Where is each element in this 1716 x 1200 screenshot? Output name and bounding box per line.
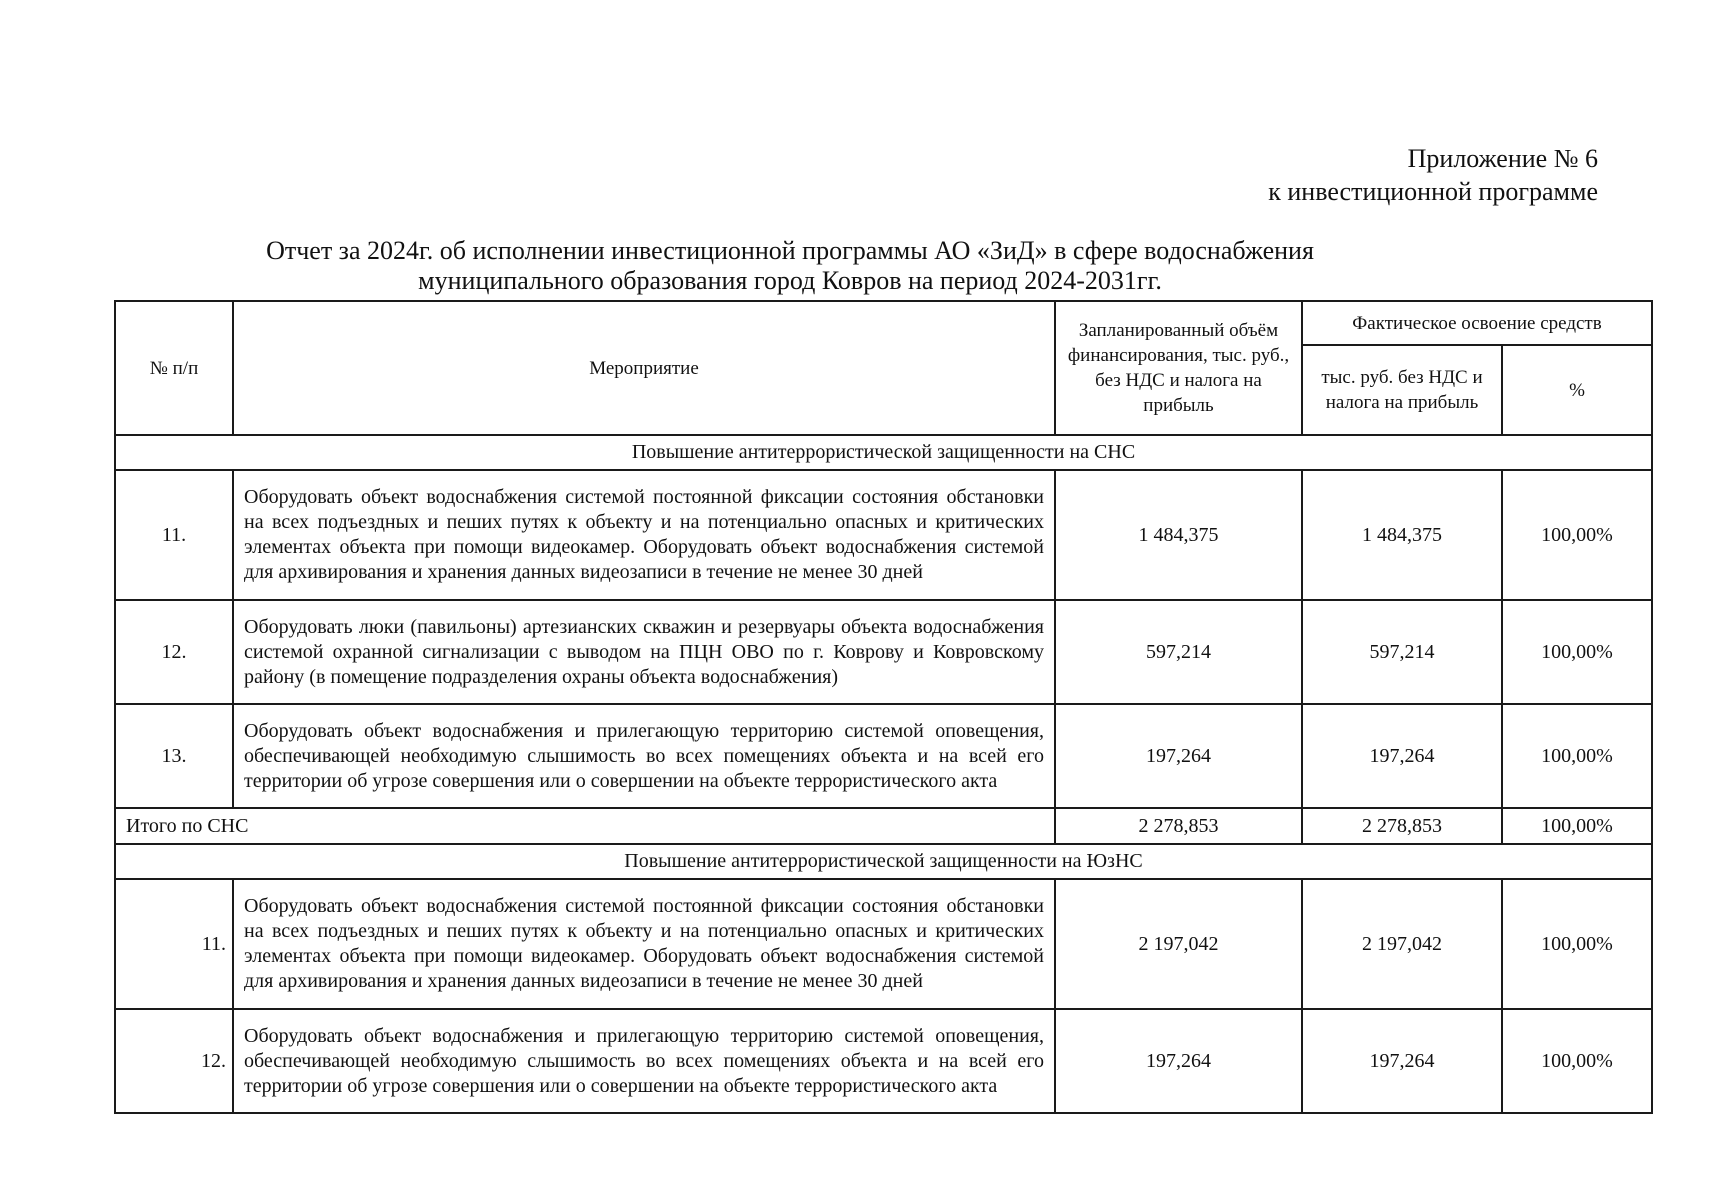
row-activity: Оборудовать объект водоснабжения и прилегающую территорию системой оповещения, обеспечивающей необходимую слышимость во всех помещениях объекта и на всей его территории об угрозе совершения или о совершении на объекте террористического акта [233,1009,1055,1113]
section-title: Повышение антитеррористической защищенности на СНС [115,435,1652,470]
table-row [115,470,1652,600]
header-actual-pct: % [1502,345,1652,435]
table-row [115,704,1652,808]
row-activity: Оборудовать объект водоснабжения системой постоянной фиксации состояния обстановки на всех подъездных и пеших путях к объекту и на потенциально опасных и критических элементах объекта при помощи видеокамер. Оборудовать объект водоснабжения системой для архивирования и хранения данных видеозаписи в течение не менее 30 дней [233,879,1055,1009]
row-percent: 100,00% [1502,1009,1652,1113]
appendix-line-1: Приложение № 6 [1407,144,1598,173]
report-title [240,236,1340,296]
row-activity: Оборудовать объект водоснабжения системой постоянной фиксации состояния обстановки на всех подъездных и пеших путях к объекту и на потенциально опасных и критических элементах объекта при помощи видеокамер. Оборудовать объект водоснабжения системой для архивирования и хранения данных видеозаписи в течение не менее 30 дней [233,470,1055,600]
row-percent: 100,00% [1502,600,1652,704]
row-number: 12. [115,1009,233,1113]
row-activity: Оборудовать люки (павильоны) артезианских скважин и резервуары объекта водоснабжения системой охранной сигнализации с выводом на ПЦН ОВО по г. Коврову и Ковровскому району (в помещение подразделения охраны объекта водоснабжения) [233,600,1055,704]
row-number: 11. [115,470,233,600]
total-label: Итого по СНС [115,808,1055,844]
total-row [115,808,1652,844]
report-table [114,300,1653,1114]
report-title-line-2: муниципального образования город Ковров на период 2024-2031гг. [418,266,1162,295]
header-actual-group: Фактическое освоение средств [1302,301,1652,345]
row-percent: 100,00% [1502,470,1652,600]
row-number: 12. [115,600,233,704]
row-planned: 1 484,375 [1055,470,1302,600]
header-activity: Мероприятие [233,301,1055,435]
report-title-line-1: Отчет за 2024г. об исполнении инвестиционной программы АО «ЗиД» в сфере водоснабжения [266,236,1314,265]
row-number: 13. [115,704,233,808]
row-number: 11. [115,879,233,1009]
row-planned: 197,264 [1055,704,1302,808]
table-row [115,879,1652,1009]
row-planned: 2 197,042 [1055,879,1302,1009]
total-percent: 100,00% [1502,808,1652,844]
appendix-line-2: к инвестиционной программе [1268,177,1598,206]
row-actual: 597,214 [1302,600,1502,704]
total-actual: 2 278,853 [1302,808,1502,844]
appendix-note [1268,142,1598,208]
table-row [115,600,1652,704]
header-planned: Запланированный объём финансирования, тыс. руб., без НДС и налога на прибыль [1055,301,1302,435]
table-row [115,1009,1652,1113]
header-row [115,301,1652,345]
row-percent: 100,00% [1502,704,1652,808]
row-activity: Оборудовать объект водоснабжения и прилегающую территорию системой оповещения, обеспечивающей необходимую слышимость во всех помещениях объекта и на всей его территории об угрозе совершения или о совершении на объекте террористического акта [233,704,1055,808]
row-percent: 100,00% [1502,879,1652,1009]
row-planned: 197,264 [1055,1009,1302,1113]
section-title: Повышение антитеррористической защищенности на ЮзНС [115,844,1652,879]
header-num: № п/п [115,301,233,435]
row-actual: 197,264 [1302,1009,1502,1113]
header-actual-sum: тыс. руб. без НДС и налога на прибыль [1302,345,1502,435]
section-row [115,435,1652,470]
section-row [115,844,1652,879]
total-planned: 2 278,853 [1055,808,1302,844]
row-actual: 1 484,375 [1302,470,1502,600]
row-planned: 597,214 [1055,600,1302,704]
row-actual: 2 197,042 [1302,879,1502,1009]
row-actual: 197,264 [1302,704,1502,808]
